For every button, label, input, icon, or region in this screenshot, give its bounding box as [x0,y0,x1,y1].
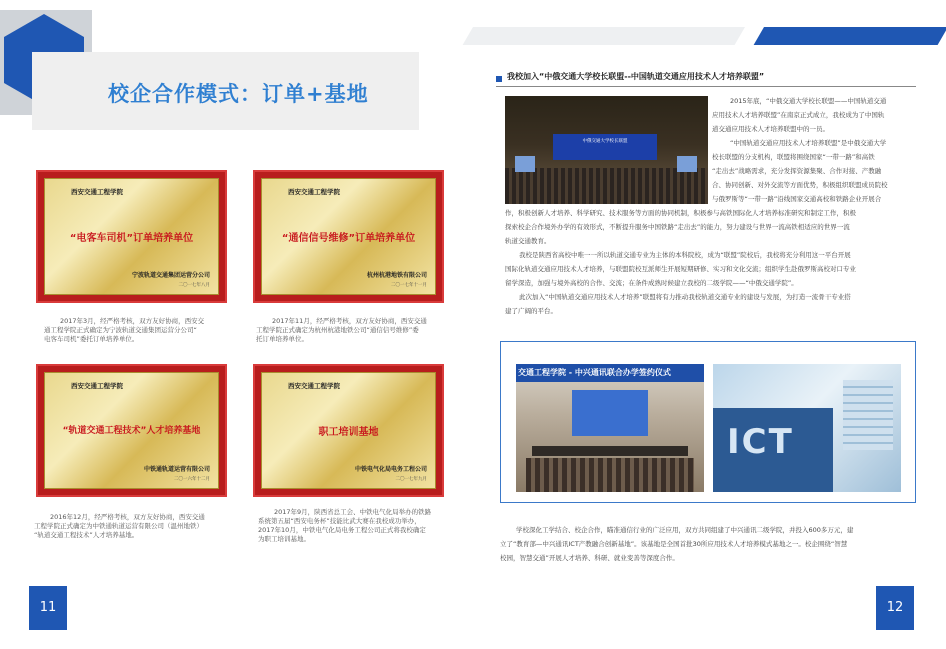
ceremony-banner-text: 交通工程学院 - 中兴通讯联合办学签约仪式 [518,368,671,377]
text-line: 学校深化工学结合、校企合作，瞄准通信行业的广泛应用，双方共同组建了中兴通讯二级学院，并投入600多万元，建 [516,526,854,534]
caption-line: 工程学院正式确定为杭州杭港地铁公司“通信信号维修”委 [256,326,419,334]
section-divider [496,86,916,87]
ceremony-screen [572,390,648,436]
plaque-date: 二〇一七年八月 [178,283,210,288]
caption-line: 托订单培养单位。 [256,335,308,343]
header-stripe-blue [754,27,946,45]
text-line: 立了“教育部—中兴通讯ICT产教融合创新基地”。该基地是全国首批30所应用技术人才培养模式基地之一。校企围绕“智慧 [500,540,848,548]
body-paragraph [505,206,917,318]
plaque-school: 西安交通工程学院 [288,188,340,196]
section-title: 我校加入“中俄交通大学校长联盟--中国轨道交通应用技术人才培养联盟” [507,72,765,81]
page-number-left: 11 [29,586,67,630]
text-line: 建了广阔的平台。 [505,307,557,315]
caption-training [258,508,458,544]
plaque-school: 西安交通工程学院 [288,382,340,390]
text-line: 道交通应用技术人才培养联盟中的一员。 [712,125,829,133]
plaque-school: 西安交通工程学院 [71,382,123,390]
caption-line: 通工程学院正式确定为宁波轨道交通集团运营分公司“ [44,326,197,334]
text-line: 此次加入“中国轨道交通应用技术人才培养”联盟将有力推动我校轨道交通专业的建设与发展，为打造一流骨干专业搭 [519,293,851,301]
intro-paragraph [712,94,917,206]
text-line: “走出去”战略需求，充分发挥资源集聚、合作对接、产教融 [712,167,882,175]
plaque-training [253,364,444,497]
plaque-title: 职工培训基地 [318,427,379,438]
caption-ningbo [44,317,234,344]
plaque-date: 二〇一七年十一月 [391,283,427,288]
side-screen [677,156,697,172]
text-line: 校园，智慧交通”开展人才培养、科研、就业变善等深度合作。 [500,554,679,562]
plaque-company: 杭州杭港地铁有限公司 [366,272,427,279]
plaque-ningbo [36,170,227,303]
plaque-title: “轨道交通工程技术”人才培养基地 [62,426,201,436]
caption-line: 2016年12月，经严格考核，双方友好协商，西安交通 [50,513,205,521]
ceremony-banner [516,364,704,382]
bottom-paragraph [500,523,920,565]
plaque-date: 二〇一七年九月 [395,477,427,482]
plaque-date: 二〇一六年十二月 [174,477,210,482]
text-line: 作，积极创新人才培养、科学研究、技术服务等方面的协同机制，积极参与高铁国际化人才培养标准研究和制定工作，积极 [505,209,856,217]
audience [526,458,694,492]
conference-photo [505,96,708,204]
plaque-hangzhou [253,170,444,303]
caption-line: 2017年3月，经严格考核，双方友好协商，西安交 [60,317,205,325]
text-line: 应用技术人才培养联盟”在南京正式成立，我校成为了中国轨 [712,111,885,119]
page-number-right: 12 [876,586,914,630]
header-stripe-gray [463,27,745,45]
caption-line: 2017年9月，陕西省总工会、中铁电气化局举办的铁路 [274,508,432,516]
stage-screen [553,134,657,160]
plaque-title: “通信信号维修”订单培养单位 [281,233,416,244]
text-line: 国际化轨道交通应用技术人才培养，与联盟院校互派师生开展短期研修、实习和文化交流；组织学生赴俄罗斯高校对口专业 [505,265,856,273]
ict-sign: ICT [727,422,794,462]
caption-line: 电客车司机”委托订单培养单位。 [44,335,139,343]
plaque-company: 宁波轨道交通集团运营分公司 [131,272,210,279]
caption-hangzhou [256,317,456,344]
text-line: “中国轨道交通应用技术人才培养联盟”是中俄交通大学 [730,139,887,147]
caption-line: 2017年11月，经严格考核，双方友好协商，西安交通 [272,317,427,325]
text-line: 探索校企合作境外办学的有效形式，不断提升服务中国铁路“走出去”的能力，努力建设与世界一流高铁相适应的世界一流 [505,223,850,231]
plaque-title: “电客车司机”订单培养单位 [69,233,194,244]
page-title: 校企合作模式：订单+基地 [108,82,369,106]
signing-table [532,446,688,456]
caption-wenzhou [34,513,234,540]
plaque-company: 中铁电气化局电务工程公司 [354,466,427,473]
signing-ceremony-photo [516,364,704,492]
plaque-company: 中铁通轨道运营有限公司 [143,466,210,473]
screen-text: 中俄交通大学校长联盟 [582,139,628,144]
lab-windows [843,380,893,450]
plaque-wenzhou [36,364,227,497]
audience-rows [505,168,708,204]
square-bullet-icon [496,76,502,82]
ict-lab-photo [713,364,901,492]
text-line: 我校是陕西省高校中唯一一所以轨道交通专业为主体的本科院校，成为“联盟”院校后，我校将充分利用这一平台开展 [519,251,851,259]
text-line: 轨道交通教育。 [505,237,551,245]
caption-line: 系统第五届“西安电务杯”技能比武大赛在我校成功举办， [258,517,421,525]
caption-line: 工程学院正式确定为中铁通轨道运营有限公司（温州地铁） [34,522,203,530]
text-line: 与俄罗斯等“一带一路”沿线国家交通高校和铁路企业开展合 [712,195,882,203]
caption-line: “轨道交通工程技术”人才培养基地。 [34,531,139,539]
text-line: 留学深造，加强与境外高校的合作、交流；在条件成熟时候建立我校的二级学院——“中俄交通学院”。 [505,279,798,287]
text-line: 校长联盟的分支机构，联盟将围绕国家“一带一路”和高铁 [712,153,875,161]
caption-line: 为职工培训基地。 [258,535,310,543]
text-line: 2015年底，“中俄交通大学校长联盟——中国轨道交通 [730,97,887,105]
side-screen [515,156,535,172]
caption-line: 2017年10月，中铁电气化局电务工程公司正式将我校确定 [258,526,426,534]
text-line: 合、协同创新、对外交流等方面优势，积极组织联盟成员院校 [712,181,888,189]
plaque-school: 西安交通工程学院 [71,188,123,196]
